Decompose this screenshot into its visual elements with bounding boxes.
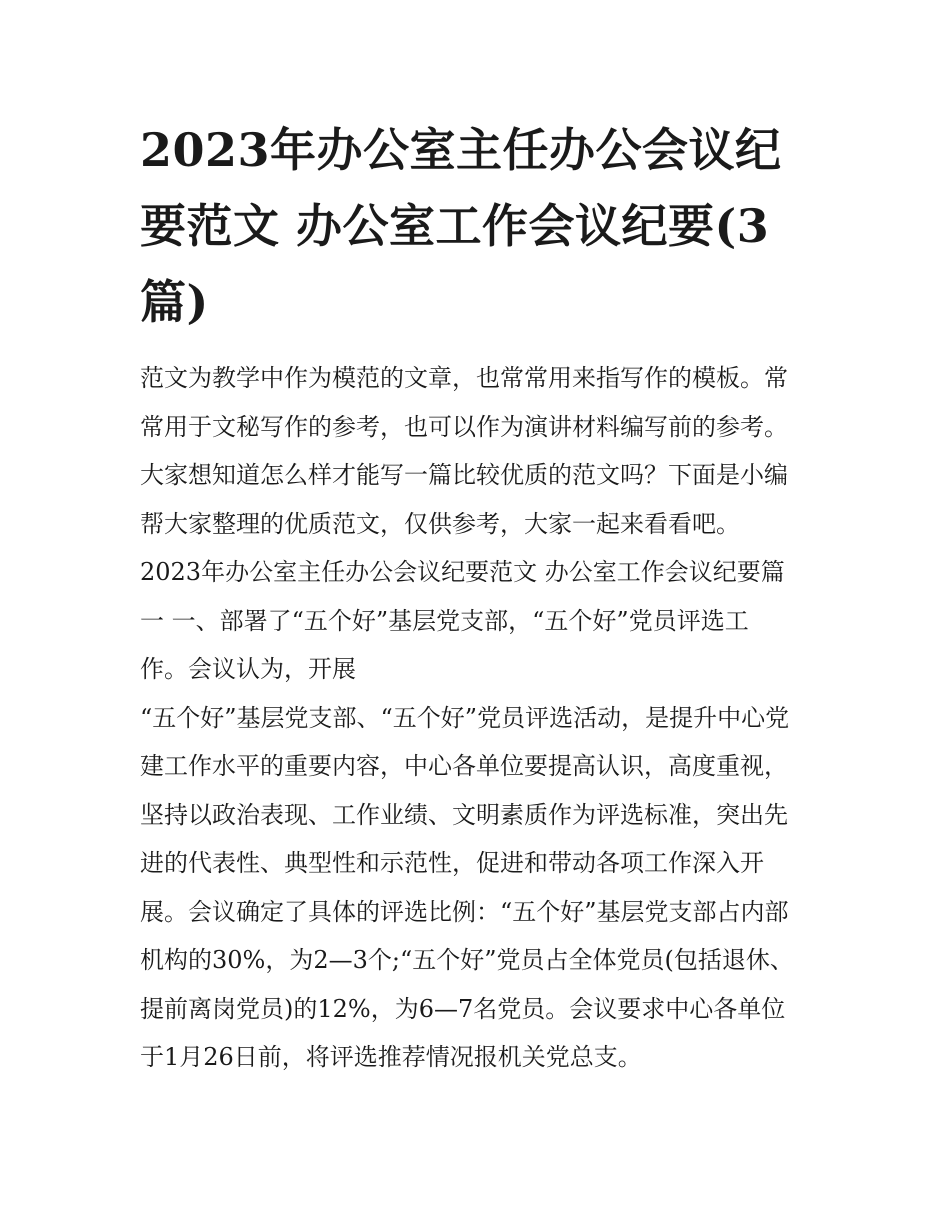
body-line: 坚持以政治表现、工作业绩、文明素质作为评选标准，突出先	[140, 800, 788, 829]
intro-line: 帮大家整理的优质范文，仅供参考，大家一起来看看吧。	[140, 509, 740, 538]
intro-paragraph	[140, 354, 812, 548]
section-heading-line: 一 一、部署了“五个好”基层党支部，“五个好”党员评选工	[140, 606, 749, 635]
intro-line: 范文为教学中作为模范的文章，也常常用来指写作的模板。常	[140, 364, 788, 392]
title-line: 2023年办公室主任办公会议纪	[140, 123, 782, 177]
body-line: 展。会议确定了具体的评选比例：“五个好”基层党支部占内部	[140, 897, 789, 926]
section-heading-line: 作。会议认为，开展	[140, 655, 356, 683]
body-line: 机构的30%，为2—3个;“五个好”党员占全体党员(包括退休、	[140, 946, 794, 974]
body-line: 于1月26日前，将评选推荐情况报机关党总支。	[140, 1043, 642, 1071]
document-page	[140, 112, 812, 1082]
title-line: 篇)	[140, 275, 209, 329]
intro-line: 常用于文秘写作的参考，也可以作为演讲材料编写前的参考。	[140, 412, 788, 441]
body-line: 提前离岗党员)的12%，为6—7名党员。会议要求中心各单位	[140, 994, 786, 1023]
body-line: 进的代表性、典型性和示范性，促进和带动各项工作深入开	[140, 849, 764, 877]
intro-line: 大家想知道怎么样才能写一篇比较优质的范文吗？下面是小编	[140, 461, 788, 489]
document-title	[140, 112, 812, 340]
body-paragraph	[140, 694, 812, 1082]
section-heading-line: 2023年办公室主任办公会议纪要范文 办公室工作会议纪要篇	[140, 558, 785, 586]
title-line: 要范文 办公室工作会议纪要(3	[140, 199, 770, 253]
section-heading-paragraph	[140, 548, 812, 694]
body-line: “五个好”基层党支部、“五个好”党员评选活动，是提升中心党	[140, 703, 790, 732]
body-line: 建工作水平的重要内容，中心各单位要提高认识，高度重视，	[140, 752, 788, 780]
